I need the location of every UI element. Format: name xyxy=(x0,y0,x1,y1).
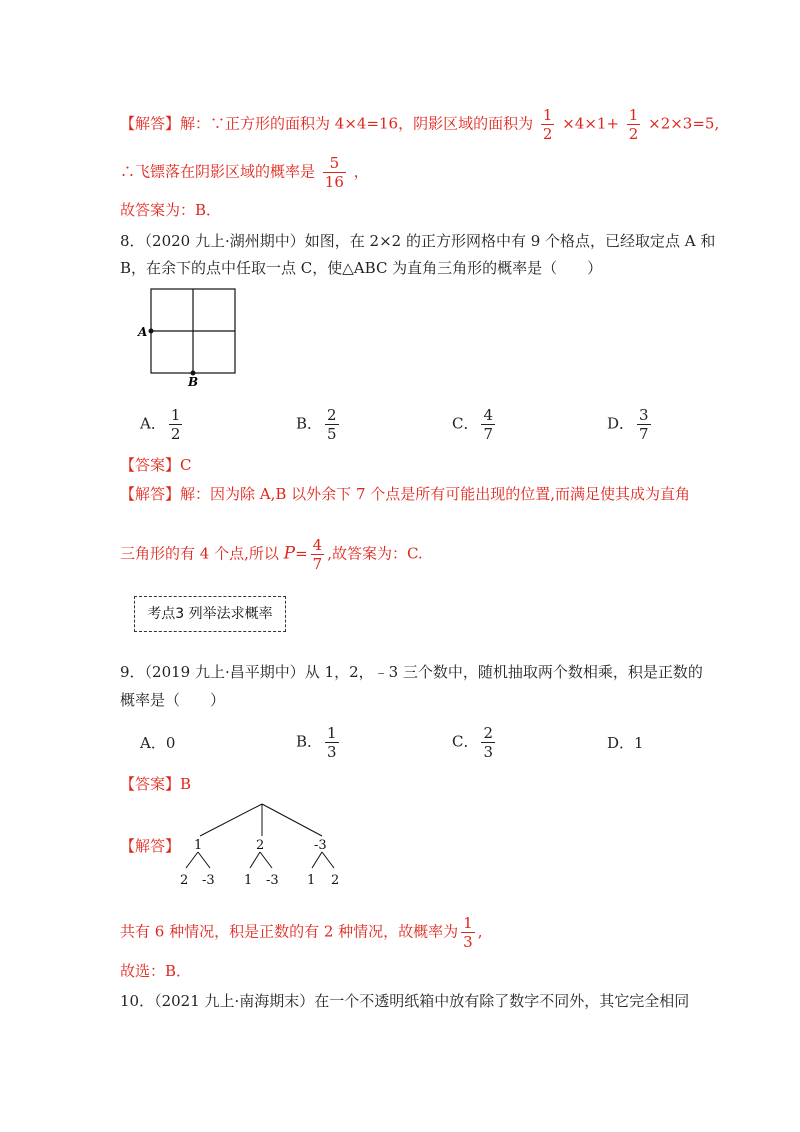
tree-node-l2-3: 1 xyxy=(244,873,253,888)
point-a-label: A xyxy=(138,325,148,339)
q8-answer: 【答案】C xyxy=(120,456,192,474)
q8-option-a: A． $\frac{1}{2}$ xyxy=(140,406,181,443)
q9-answer: 【答案】B xyxy=(120,775,192,793)
sol7-conclusion: 故答案为：B． xyxy=(120,201,222,219)
q8-option-c: C． $\frac{4}{7}$ xyxy=(452,406,494,443)
sol7-line2-text: ∴飞镖落在阴影区域的概率是 xyxy=(120,162,316,181)
q8-solution-line1: 【解答】解：因为除 A,B 以外余下 7 个点是所有可能出现的位置,而满足使其成为直角 xyxy=(120,485,691,503)
tree-node-l2-6: 2 xyxy=(331,873,340,888)
sol7-frac2: $\frac{1}{2}$ xyxy=(628,106,639,143)
sol7-line2 xyxy=(120,154,369,191)
tree-branch-3b xyxy=(322,852,334,868)
tree-branch-2a xyxy=(250,852,260,868)
tree-node-l2-5: 1 xyxy=(307,873,316,888)
tree-node-l1-1: 1 xyxy=(194,838,203,853)
q9-solution-line: 共有 6 种情况，积是正数的有 2 种情况，故概率为 $\frac{1}{3}$ , xyxy=(120,914,483,951)
point-a-dot xyxy=(149,329,154,334)
q8-solution-line2: 三角形的有 4 个点,所以 P= $\frac{4}{7}$ ,故答案为：C. xyxy=(120,536,423,573)
tree-branch-3a xyxy=(312,852,322,868)
q9-stem2: 概率是（ ） xyxy=(120,691,226,709)
tree-branch-root-3 xyxy=(262,804,322,836)
sol7-mid: ×4×1+ xyxy=(562,114,620,133)
tree-branch-1a xyxy=(186,852,198,868)
tree-node-l2-4: -3 xyxy=(266,873,279,888)
sol7-tag: 【解答】 xyxy=(120,114,181,133)
q8-stem1: 8．（2020 九上·湖州期中）如图，在 2×2 的正方形网格中有 9 个格点，已经取定点 A 和 xyxy=(120,232,716,250)
q9-stem1: 9．（2019 九上·昌平期中）从 1，2，﹣3 三个数中，随机抽取两个数相乘，积是正数的 xyxy=(120,663,703,681)
q8-stem2: B，在余下的点中任取一点 C，使△ABC 为直角三角形的概率是（ ） xyxy=(120,259,603,277)
q9-conclusion: 故选：B． xyxy=(120,962,192,980)
q8-option-d: D． $\frac{3}{7}$ xyxy=(607,406,649,443)
tree-branch-2b xyxy=(260,852,272,868)
tree-node-l2-1: 2 xyxy=(180,873,189,888)
q9-tree-diagram xyxy=(176,802,366,892)
q8-option-b: B． $\frac{2}{5}$ xyxy=(296,406,337,443)
tree-branch-1b xyxy=(198,852,210,868)
tree-branch-root-1 xyxy=(200,804,262,836)
tree-node-l1-3: -3 xyxy=(314,838,327,853)
tree-node-l2-2: -3 xyxy=(202,873,215,888)
q9-option-b: B． $\frac{1}{3}$ xyxy=(296,724,337,761)
sol7-frac3: $\frac{5}{16}$ xyxy=(324,154,344,191)
q8-grid-figure xyxy=(134,284,254,394)
q9-option-d: D．1 xyxy=(607,734,644,752)
sol7-text1: 解：∵正方形的面积为 4×4=16，阴影区域的面积为 xyxy=(180,114,534,133)
q9-option-c: C． $\frac{2}{3}$ xyxy=(452,724,494,761)
sol7-line2-end: ， xyxy=(353,162,369,181)
q9-option-a: A．0 xyxy=(140,734,176,752)
q10-stem1: 10．（2021 九上·南海期末）在一个不透明纸箱中放有除了数字不同外，其它完全相同 xyxy=(120,992,690,1010)
sol7-line1 xyxy=(120,106,719,143)
sol7-frac1: $\frac{1}{2}$ xyxy=(542,106,553,143)
sol7-end: ×2×3=5, xyxy=(648,114,720,133)
point-b-label: B xyxy=(188,375,199,389)
q9-solution-tag: 【解答】 xyxy=(120,837,181,855)
tree-node-l1-2: 2 xyxy=(256,838,265,853)
section-title-box: 考点3 列举法求概率 xyxy=(134,596,286,632)
